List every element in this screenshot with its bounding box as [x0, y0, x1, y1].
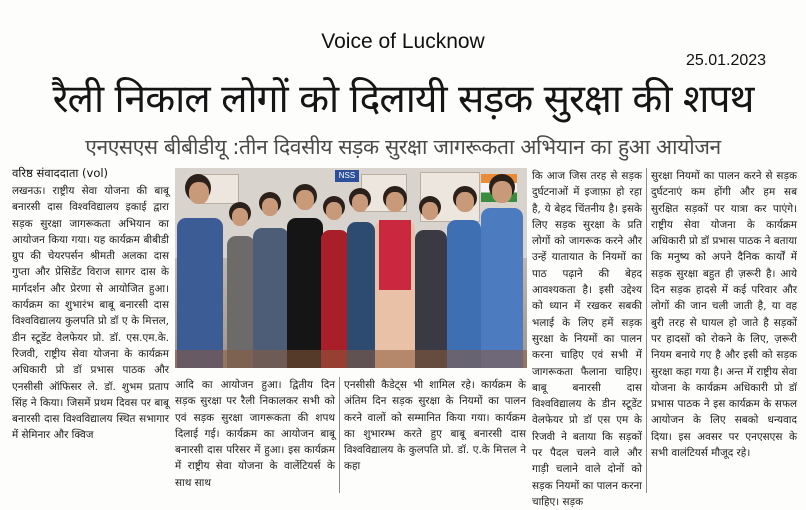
photo-person — [253, 228, 289, 368]
photo-person-face — [326, 202, 342, 220]
photo-person-face — [456, 192, 474, 212]
photo-person — [177, 218, 223, 368]
photo-person — [321, 230, 349, 368]
news-photo — [175, 168, 527, 368]
photo-floor — [175, 350, 527, 368]
article-column-2: आदि का आयोजन हुआ। द्वितीय दिन सड़क सुरक्षा पर रैली निकालकर सभी को एवं सड़क सुरक्षा जागरूकता की शपथ दिलाई गई। कार्यक्रम का आयोजन बाबू बनारसी दास परिसर में हुआ। इस कार्यक्रम में राष्ट्रीय सेवा योजना के वालेंटियर्स के साथ साथ — [175, 379, 335, 489]
column-divider — [646, 168, 647, 493]
photo-person-face — [386, 192, 404, 212]
headline: रैली निकाल लोगों को दिलायी सड़क सुरक्षा की शपथ — [52, 77, 754, 122]
photo-person — [447, 220, 481, 368]
photo-banner: NSS — [335, 170, 359, 182]
article-column-5: सुरक्षा नियमों का पालन करने से सड़क दुर्घटनाएं कम होंगी और हम सब सुरक्षित सड़कों पर यात्रा कर पाएंगे। राष्ट्रीय सेवा योजना के कार्यक्रम अधिकारी प्रो डॉ प्रभास पाठक ने बताया कि मनुष्य को अपने दैनिक कार्यों में सड़क सुरक्षा बहुत ही ज़रूरी है। आये दिन सड़क हादसे में कई परिवार और लोगों की जान चली जाती है, या वह बुरी तरह से घायल हो जाते है सड़कों पर हादसों को रोकने के लिए, ज़रूरी नियम बनाये गए है और इसी को सड़क सुरक्षा कहा गया है। अन्त में राष्ट्रीय सेवा योजना के कार्यक्रम अधिकारी प्रो डॉ प्रभास पाठक ने इस कार्यक्रम के सफल आयोजन के लिए सबको धन्यवाद दिया। इस अवसर पर एनएसएस के सभी वालंटियर्स मौजूद रहे। — [651, 170, 797, 460]
photo-person-face — [422, 202, 438, 220]
article-column-3: एनसीसी कैडेट्स भी शामिल रहे। कार्यक्रम के अंतिम दिन सड़क सुरक्षा के नियमों का पालन करने वालों को सम्मानित किया गया। कार्यक्रम का शुभारम्भ करते हुए बाबू बनारसी दास विश्वविद्यालय के कुलपति प्रो. डॉ. ए.के मित्तल ने कहा — [344, 379, 526, 473]
photo-person-face — [296, 190, 314, 210]
photo-person-face — [262, 198, 278, 216]
publication-date: 25.01.2023 — [686, 52, 767, 69]
photo-person — [481, 208, 523, 368]
subheadline: एनएसएस बीबीडीयू :तीन दिवसीय सड़क सुरक्षा जागरूकता अभियान का हुआ आयोजन — [85, 135, 721, 159]
photo-person-face — [352, 194, 368, 212]
photo-person — [415, 230, 447, 368]
photo-person-face — [492, 181, 512, 203]
byline: वरिष्ठ संवाददाता (vol) — [12, 166, 109, 180]
article-column-1: लखनऊ। राष्ट्रीय सेवा योजना की बाबू बनारसी दास विश्वविद्यालय इकाई द्वारा सड़क सुरक्षा जागरूकता अभियान का आयोजन किया गया। यह कार्यक्रम बीबीडी ग्रुप की चेयरपर्सन श्रीमती अलका दास गुप्ता और प्रेसिडेंट विराज सागर दास के मार्गदर्शन और प्रेरणा से आयोजित हुआ। कार्यक्रम का शुभारंभ बाबू बनारसी दास विश्वविद्यालय कुलपति प्रो डॉ ए के मित्तल, डीन स्टूडेंट वेलफेयर प्रो. डॉ. एस.एम.के. रिजवी, राष्ट्रीय सेवा योजना के कार्यक्रम अधिकारी प्रो डॉ प्रभास पाठक और एनसीसी ऑफिसर ले. डॉ. शुभम प्रताप सिंह ने किया। जिसमें प्रथम दिवस पर बाबू बनारसी दास विश्वविद्यालय स्थित सभागार में सेमिनार और क्विज — [12, 185, 169, 442]
photo-person — [287, 218, 323, 368]
column-divider — [339, 377, 340, 493]
photo-person-face — [189, 182, 209, 204]
publication-name: Voice of Lucknow — [321, 30, 485, 53]
photo-person — [347, 222, 375, 368]
photo-dupatta — [379, 220, 411, 290]
photo-person — [227, 236, 255, 368]
photo-person-face — [232, 208, 248, 226]
article-column-4: कि आज जिस तरह से सड़क दुर्घटनाओं में इजाफ़ा हो रहा है, ये बेहद चिंतनीय है। इसके लिए सड़क सुरक्षा के प्रति लोगों को जागरूक करने और उन्हें यातायात के नियमों का पाठ पढ़ाने की बेहद आवश्यकता है। इसी उद्देश्य को ध्यान में रखकर सबकी भलाई के लिए हमें सड़क सुरक्षा के नियमों का पालन करना चाहिए एवं सभी में जागरूकता फैलाना चाहिए। बाबू बनारसी दास विश्वविद्यालय के डीन स्टूडेंट वेलफेयर प्रो डॉ एस एम के रिजवी ने बताया कि सड़कों पर पैदल चलने वाले और गाड़ी चलाने वाले दोनों को सड़क नियमों का पालन करना चाहिए। सड़क — [532, 170, 642, 508]
